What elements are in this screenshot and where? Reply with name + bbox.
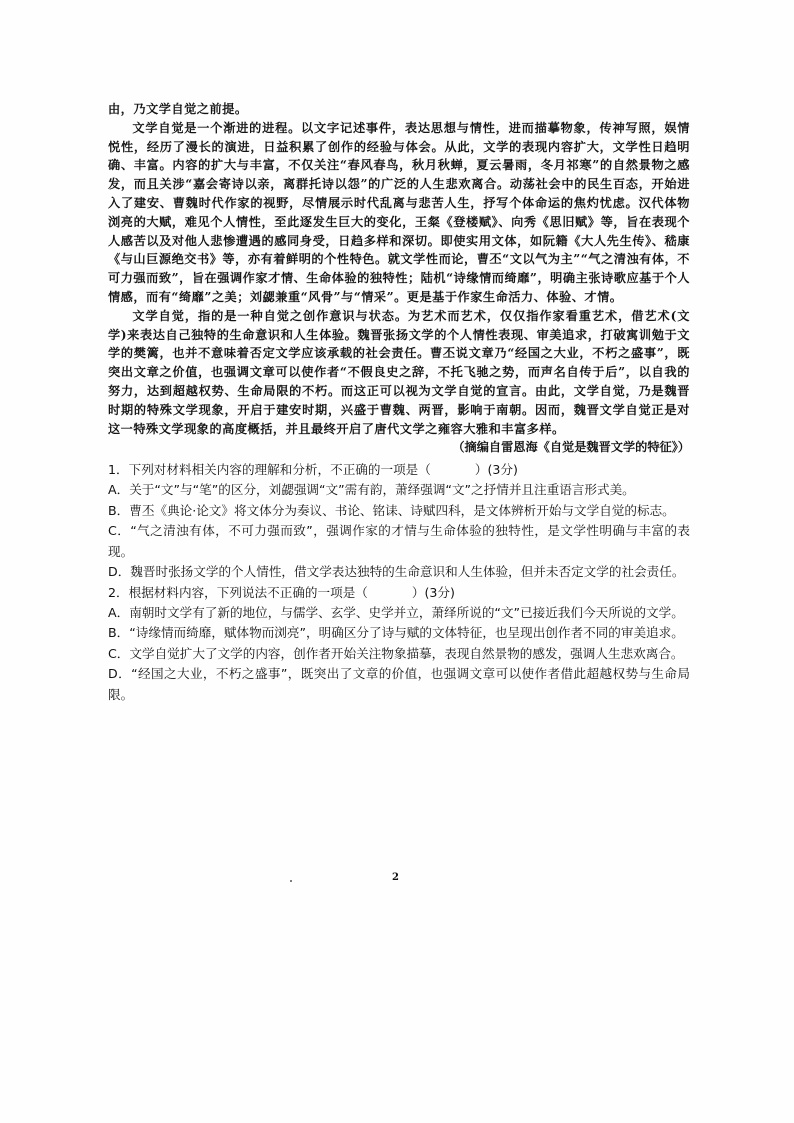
option-a: A．南朝时文学有了新的地位，与儒学、玄学、史学并立，萧绎所说的“文”已接近我们今天所说的文学。 <box>108 604 684 620</box>
passage-paragraph: 由，乃文学自觉之前提。 <box>108 102 248 116</box>
exam-content <box>108 100 690 705</box>
question-stem <box>108 460 690 480</box>
scan-speck <box>290 880 292 882</box>
option-c: C．“气之清浊有体，不可力强而致”，强调作家的才情与生命体验的独特性，是文学性明确与丰富的表现。 <box>108 523 690 559</box>
passage-source: （摘编自雷恩海《自觉是魏晋文学的特征》） <box>452 440 690 455</box>
question-score: ）(3分) <box>474 462 518 478</box>
option-d: D．魏晋时张扬文学的个人情性，借文学表达独特的生命意识和人生体验，但并未否定文学的社会责任。 <box>108 564 685 580</box>
question-1 <box>108 460 690 583</box>
question-stem-text: 1．下列对材料相关内容的理解和分析，不正确的一项是（ <box>108 462 431 478</box>
passage-paragraph: 文学自觉，指的是一种自觉之创作意识与状态。为艺术而艺术，仅仅指作家看重艺术，借艺术(文学)来表达自己独特的生命意识和人生体验。魏晋张扬文学的个人情性表现、审美追求，打破寓训勉于文学的樊篱，也并不意味着否定文学应该承载的社会责任。曹丕说文章乃“经国之大业，不朽之盛事”，既突出文章之价值，也强调文章可以使作者“不假良史之辞，不托飞驰之势，而声名自传于后”，以自我的努力，达到超越权势、生命局限的不朽。而这正可以视为文学自觉的宣言。由此，文学自觉，乃是魏晋时期的特殊文学现象，开启于建安时期，兴盛于曹魏、两晋，影响于南朝。因而，魏晋文学自觉正是对这一特殊文学现象的高度概括，并且最终开启了唐代文学之雍容大雅和丰富多样。 <box>108 308 690 436</box>
reading-passage <box>108 100 690 457</box>
question-score: ）(3分) <box>411 584 455 600</box>
question-stem <box>108 583 690 603</box>
option-c: C．文学自觉扩大了文学的内容，创作者开始关注物象描摹，表现自然景物的感发，强调人生悲欢离合。 <box>108 645 684 661</box>
page-number: 2 <box>392 872 399 883</box>
option-a: A．关于“文”与“笔”的区分，刘勰强调“文”需有韵，萧绎强调“文”之抒情并且注重语言形式美。 <box>108 482 635 498</box>
option-b: B．“诗缘情而绮靡，赋体物而浏亮”，明确区分了诗与赋的文体特征，也呈现出创作者不同的审美追求。 <box>108 625 684 641</box>
passage-paragraph: 文学自觉是一个渐进的进程。以文字记述事件，表达思想与情性，进而描摹物象，传神写照，娱情悦性，经历了漫长的演进，日益积累了创作的经验与体会。从此，文学的表现内容扩大，文学性日趋明确、丰富。内容的扩大与丰富，不仅关注“春风春鸟，秋月秋蝉，夏云暑雨，冬月祁寒”的自然景物之感发，而且关涉“嘉会寄诗以亲，离群托诗以怨”的广泛的人生悲欢离合。动荡社会中的民生百态，开始进入了建安、曹魏时代作家的视野，尽情展示时代乱离与悲苦人生，抒写个体命运的焦灼忧虑。汉代体物浏亮的大赋，难见个人情性，至此逐发生巨大的变化，王粲《登楼赋》、向秀《思旧赋》等，旨在表现个人感苦以及对他人悲惨遭遇的感同身受，日趋多样和深切。即使实用文体，如阮籍《大人先生传》、嵇康《与山巨源绝交书》等，亦有着鲜明的个性特色。就文学性而论，曹丕“文以气为主”“气之清浊有体，不可力强而致”，旨在强调作家才情、生命体验的独特性；陆机“诗缘情而绮靡”，明确主张诗歌应基于个人情感，而有“绮靡”之美；刘勰兼重“风骨”与“情采”。更是基于作家生命活力、体验、才情。 <box>108 120 690 304</box>
option-b: B．曹丕《典论·论文》将文体分为奏议、书论、铭诔、诗赋四科，是文体辨析开始与文学自觉的标志。 <box>108 502 675 518</box>
question-2 <box>108 583 690 706</box>
question-stem-text: 2．根据材料内容，下列说法不正确的一项是（ <box>108 584 368 600</box>
option-d: D．“经国之大业，不朽之盛事”，既突出了文章的价值，也强调文章可以使作者借此超越权势与生命局限。 <box>108 666 690 702</box>
